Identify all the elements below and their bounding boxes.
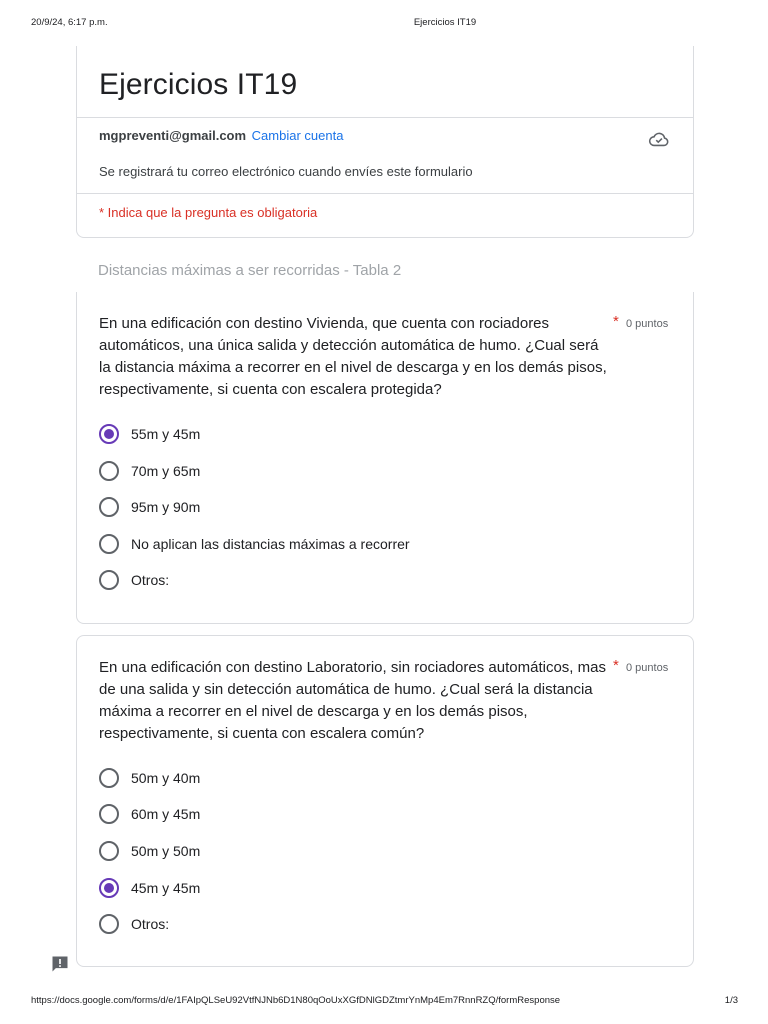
question-points: 0 puntos — [626, 318, 669, 330]
option-radio[interactable] — [99, 803, 200, 825]
cloud-saved-icon — [648, 128, 670, 150]
print-header — [0, 17, 768, 31]
option-radio[interactable] — [99, 496, 200, 518]
print-title: Ejercicios IT19 — [413, 17, 477, 28]
option-other[interactable] — [99, 913, 169, 935]
option-radio[interactable] — [99, 877, 200, 899]
radio-icon[interactable] — [99, 914, 119, 934]
email-record-note: Se registrará tu correo electrónico cuando envíes este formulario — [99, 164, 473, 179]
option-radio[interactable] — [99, 533, 410, 555]
section-title: Distancias máximas a ser recorridas - Tabla 2 — [98, 262, 402, 279]
option-label: Otros: — [131, 572, 170, 588]
option-label: No aplican las distancias máximas a recorrer — [131, 536, 410, 552]
feedback-icon[interactable] — [50, 954, 70, 974]
question-card-2 — [76, 635, 694, 967]
account-email: mgpreventi@gmail.com — [99, 128, 247, 143]
print-date: 20/9/24, 6:17 p.m. — [31, 17, 108, 28]
account-row — [99, 128, 343, 143]
option-label: Otros: — [131, 916, 170, 932]
option-radio[interactable] — [99, 840, 200, 862]
radio-icon[interactable] — [99, 570, 119, 590]
radio-selected-icon[interactable] — [99, 424, 119, 444]
option-label: 60m y 45m — [131, 806, 201, 822]
option-radio[interactable] — [99, 423, 200, 445]
question-points: 0 puntos — [626, 662, 669, 674]
required-star: * — [613, 657, 619, 674]
form-header-card — [76, 46, 694, 238]
required-note: * Indica que la pregunta es obligatoria — [99, 205, 318, 220]
radio-icon[interactable] — [99, 461, 119, 481]
question-text: En una edificación con destino Laboratorio, sin rociadores automáticos, mas de una salida y sin detección automática de humo. ¿Cual será la distancia máxima a recorrer en el nivel de descarga y en los demás pisos, respectivamente, si cuenta con escalera común? — [99, 659, 606, 742]
option-label: 50m y 40m — [131, 770, 201, 786]
option-label: 70m y 65m — [131, 463, 201, 479]
radio-icon[interactable] — [99, 497, 119, 517]
required-star: * — [613, 313, 619, 330]
option-radio[interactable] — [99, 767, 200, 789]
option-label: 45m y 45m — [131, 880, 201, 896]
radio-icon[interactable] — [99, 841, 119, 861]
option-other[interactable] — [99, 569, 169, 591]
option-label: 55m y 45m — [131, 426, 201, 442]
divider — [77, 117, 693, 118]
question-text: En una edificación con destino Vivienda, que cuenta con rociadores automáticos, una única salida y detección automática de humo. ¿Cual será la distancia máxima a recorrer en el nivel de descarga y en los demás pisos, respectivamente, si cuenta con escalera protegida? — [99, 315, 607, 398]
radio-icon[interactable] — [99, 534, 119, 554]
switch-account-link[interactable]: Cambiar cuenta — [251, 128, 344, 143]
radio-selected-icon[interactable] — [99, 878, 119, 898]
option-label: 95m y 90m — [131, 499, 201, 515]
radio-icon[interactable] — [99, 804, 119, 824]
option-label: 50m y 50m — [131, 843, 201, 859]
divider — [77, 193, 693, 194]
form-title: Ejercicios IT19 — [99, 68, 298, 101]
print-footer — [0, 995, 768, 1009]
print-url: https://docs.google.com/forms/d/e/1FAIpQLSeU92VtfNJNb6D1N80qOoUxXGfDNlGDZtmrYnMp4Em7RnnRZQ/formResponse — [31, 995, 561, 1006]
option-radio[interactable] — [99, 460, 200, 482]
page-number: 1/3 — [724, 995, 738, 1006]
radio-icon[interactable] — [99, 768, 119, 788]
question-card-1 — [76, 292, 694, 624]
